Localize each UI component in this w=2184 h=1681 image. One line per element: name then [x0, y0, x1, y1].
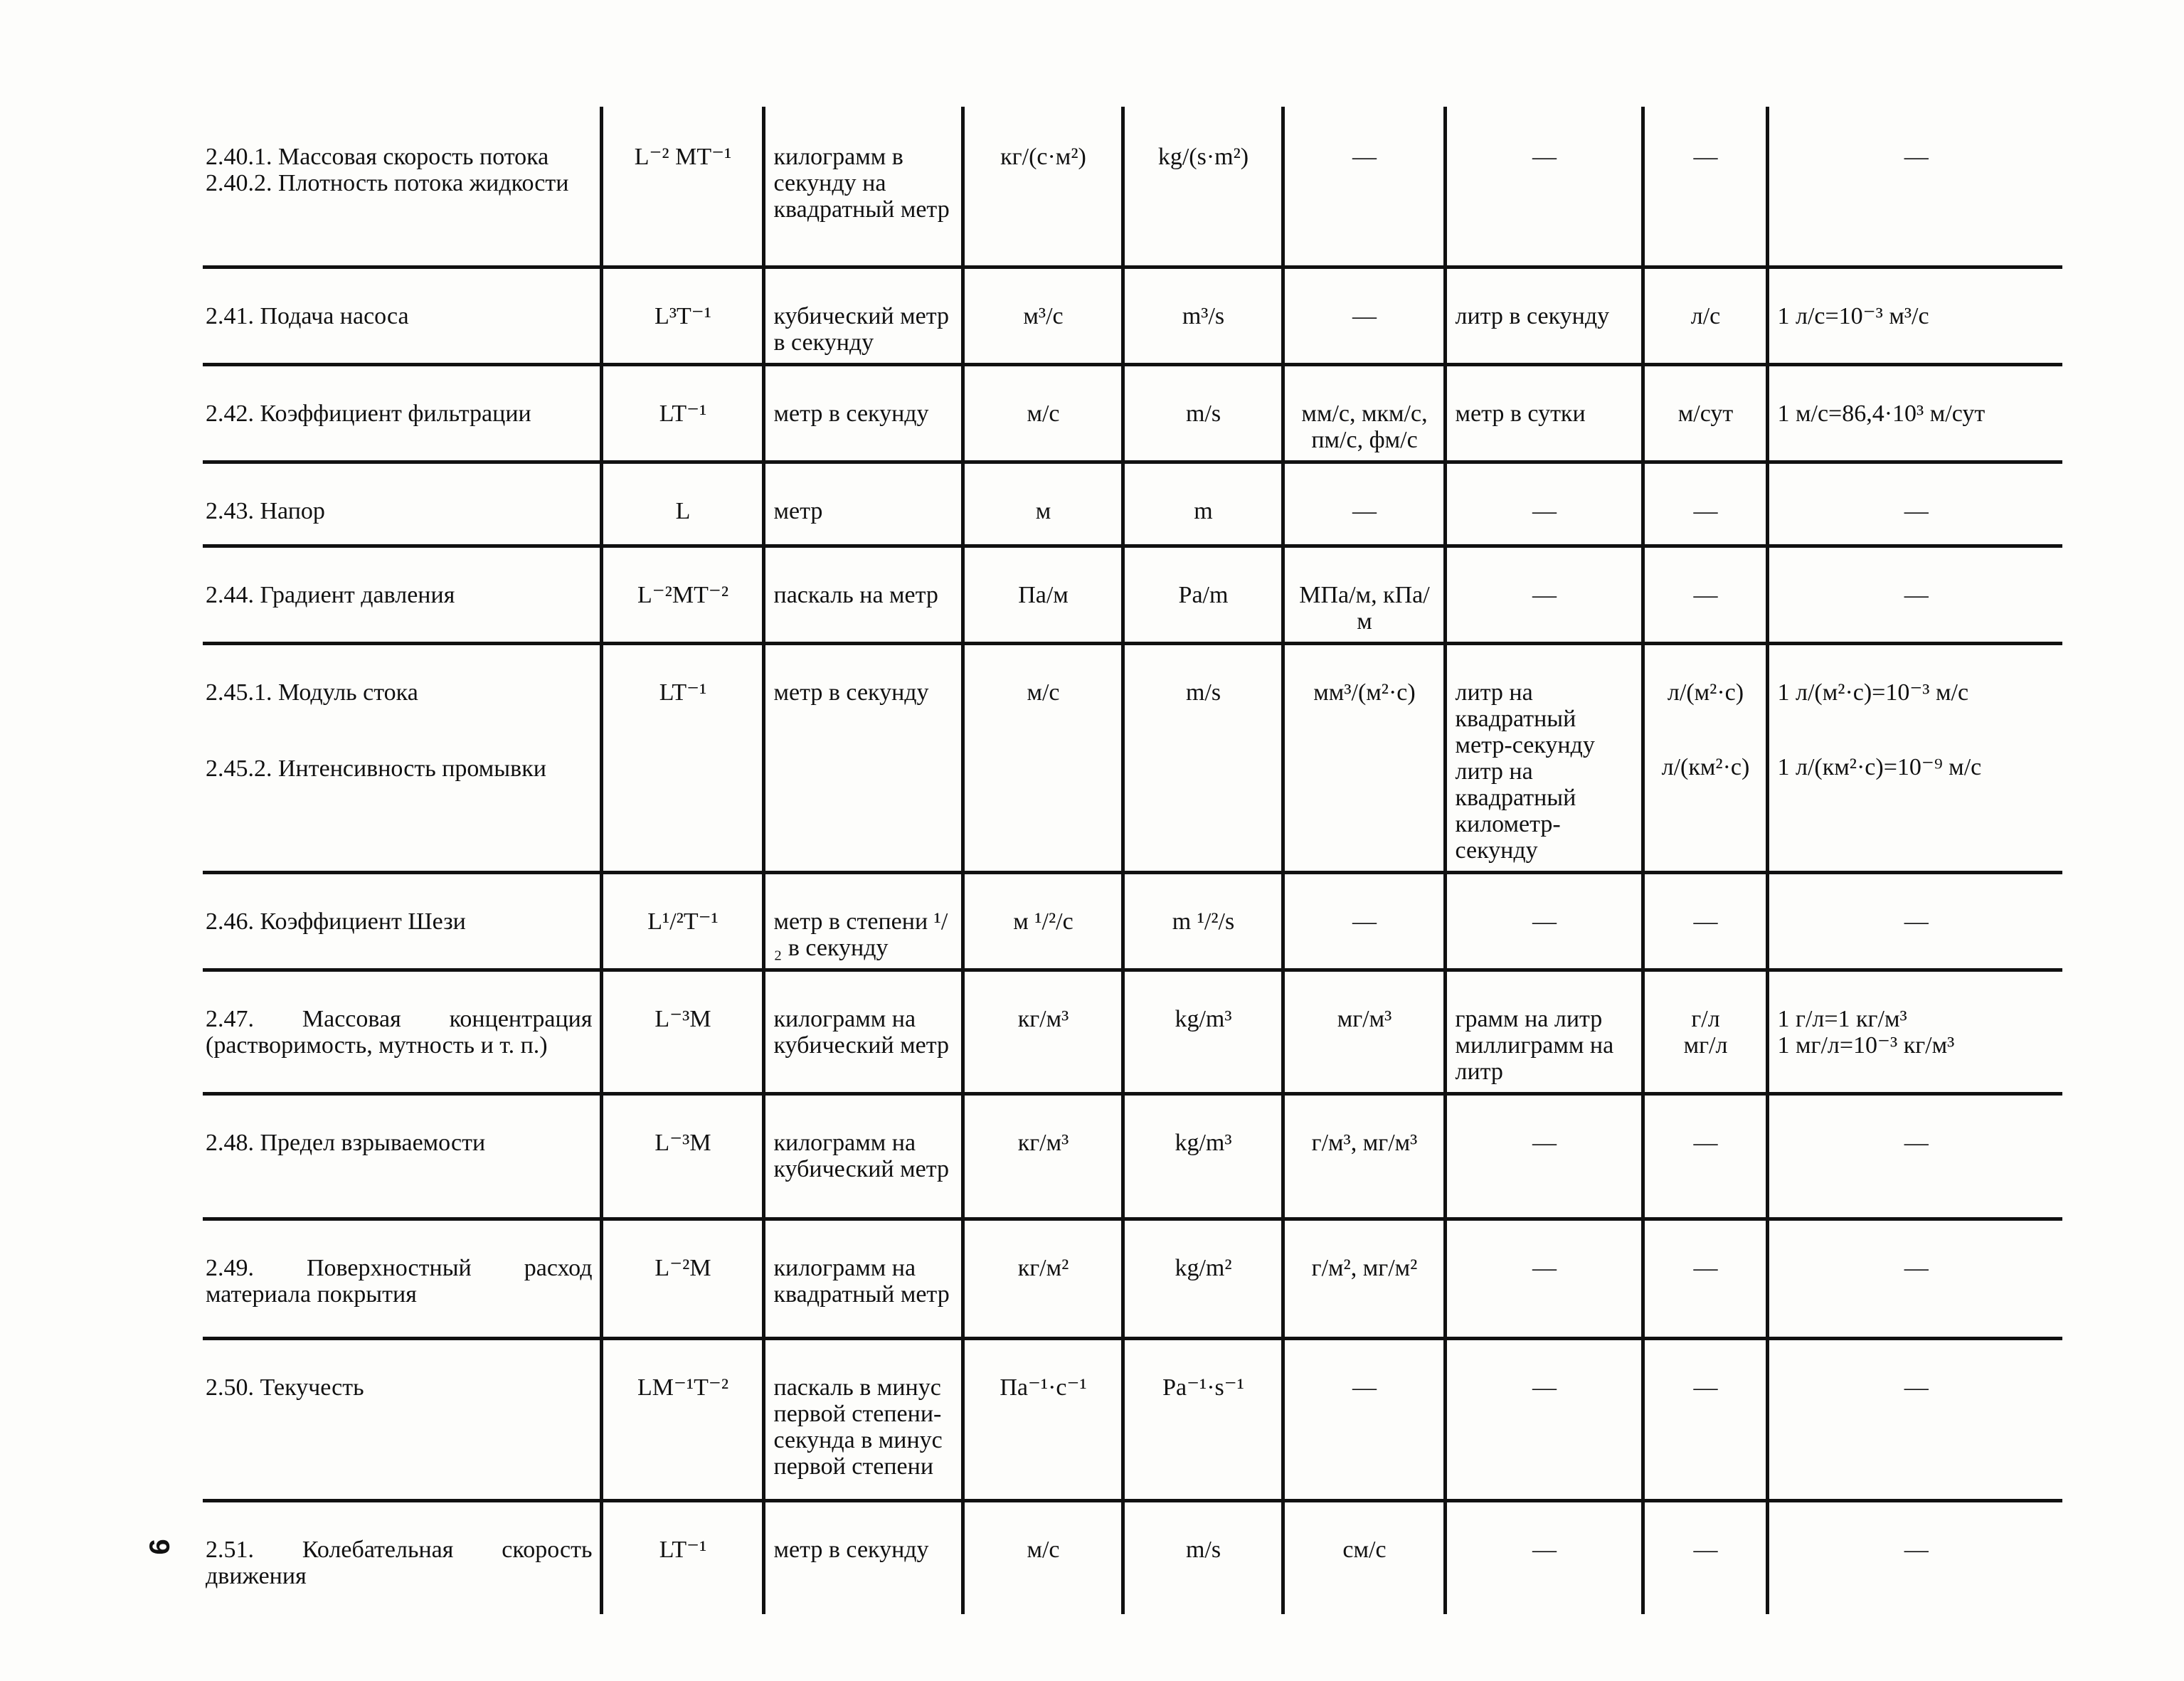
unit-relation: 1 мг/л=10⁻³ кг/м³ — [1777, 1032, 1955, 1059]
unit-name-cell: килограмм на квадратный метр — [763, 1219, 963, 1338]
unit-name-cell: метр в секунду — [763, 1500, 963, 1614]
nonsi-unit-symbol: л/с — [1643, 267, 1767, 364]
multiples-cell: г/м³, мг/м³ — [1283, 1093, 1445, 1219]
quantity-name-cell — [203, 107, 601, 267]
table-row — [203, 872, 2062, 970]
quantity-name-cell — [203, 1219, 601, 1338]
unit-symbol-ru: кг/м³ — [963, 1093, 1123, 1219]
dimension-cell: L⁻² MT⁻¹ — [601, 107, 763, 267]
table-row — [203, 1500, 2062, 1614]
nonsi-unit-name: — — [1445, 1219, 1643, 1338]
nonsi-unit-name: — — [1445, 1338, 1643, 1500]
multiples-cell: — — [1283, 872, 1445, 970]
multiples-cell: — — [1283, 462, 1445, 546]
nonsi-unit-name: литр в секунду — [1445, 267, 1643, 364]
dimension-cell: LT⁻¹ — [601, 643, 763, 872]
unit-name-cell: метр в секунду — [763, 643, 963, 872]
quantity-name: 2.47. Массовая концентрация (растворимость, мутность и т. п.) — [206, 1005, 593, 1059]
dimension-cell: L³T⁻¹ — [601, 267, 763, 364]
table-row — [203, 462, 2062, 546]
unit-relation: 1 л/с=10⁻³ м³/с — [1767, 267, 2062, 364]
unit-symbol-intl: m — [1123, 462, 1283, 546]
dimension-cell: L⁻²MT⁻² — [601, 546, 763, 643]
nonsi-unit-symbol: — — [1643, 1093, 1767, 1219]
quantity-name-cell — [203, 1338, 601, 1500]
nonsi-unit-symbol-cell — [1643, 643, 1767, 872]
quantity-name: 2.45.2. Интенсивность промывки — [206, 755, 546, 782]
unit-relation: 1 м/с=86,4·10³ м/сут — [1767, 364, 2062, 462]
unit-symbol-ru: м — [963, 462, 1123, 546]
unit-symbol-ru: кг/(с·м²) — [963, 107, 1123, 267]
multiples-cell: мм/с, мкм/с, пм/с, фм/с — [1283, 364, 1445, 462]
unit-name-cell: паскаль на метр — [763, 546, 963, 643]
nonsi-unit-name: — — [1445, 1093, 1643, 1219]
nonsi-unit-symbol: л/(км²·с) — [1661, 753, 1750, 780]
table-body — [203, 107, 2062, 1614]
unit-name-cell: метр — [763, 462, 963, 546]
multiples-cell: мм³/(м²·с) — [1283, 643, 1445, 872]
unit-symbol-intl: kg/m³ — [1123, 970, 1283, 1093]
unit-symbol-ru: кг/м² — [963, 1219, 1123, 1338]
unit-relation: — — [1767, 107, 2062, 267]
unit-name-cell: килограмм в секунду на квадратный метр — [763, 107, 963, 267]
nonsi-unit-name: — — [1445, 107, 1643, 267]
unit-relation: 1 л/(км²·с)=10⁻⁹ м/с — [1777, 753, 1982, 780]
multiples-cell: мг/м³ — [1283, 970, 1445, 1093]
nonsi-unit-symbol: — — [1643, 872, 1767, 970]
unit-relation: — — [1767, 1093, 2062, 1219]
nonsi-unit-name: литр на квадратный метр-секунду — [1455, 679, 1595, 758]
multiples-cell: — — [1283, 1338, 1445, 1500]
dimension-cell: L⁻³M — [601, 1093, 763, 1219]
unit-symbol-intl: kg/(s·m²) — [1123, 107, 1283, 267]
quantity-name: 2.43. Напор — [206, 497, 325, 524]
unit-symbol-ru: м ¹/²/с — [963, 872, 1123, 970]
table-row — [203, 107, 2062, 267]
nonsi-unit-name: — — [1445, 462, 1643, 546]
table-row — [203, 970, 2062, 1093]
table-row — [203, 1338, 2062, 1500]
quantity-name: 2.40.2. Плотность потока жидкости — [206, 170, 569, 196]
dimension-cell: L⁻³M — [601, 970, 763, 1093]
unit-symbol-ru: Па⁻¹·с⁻¹ — [963, 1338, 1123, 1500]
nonsi-unit-symbol: — — [1643, 546, 1767, 643]
nonsi-unit-name: — — [1445, 546, 1643, 643]
table-row — [203, 267, 2062, 364]
quantity-name: 2.48. Предел взрываемости — [206, 1129, 486, 1156]
nonsi-unit-symbol: г/л — [1691, 1005, 1720, 1032]
quantity-name: 2.50. Текучесть — [206, 1374, 364, 1401]
table-row — [203, 1093, 2062, 1219]
multiples-cell: см/с — [1283, 1500, 1445, 1614]
nonsi-unit-symbol: м/сут — [1643, 364, 1767, 462]
dimension-cell: L⁻²M — [601, 1219, 763, 1338]
quantity-name: 2.40.1. Массовая скорость потока — [206, 144, 549, 170]
nonsi-unit-symbol: мг/л — [1683, 1032, 1728, 1059]
unit-name-cell: кубический метр в секунду — [763, 267, 963, 364]
unit-symbol-intl: m/s — [1123, 364, 1283, 462]
unit-symbol-intl: m ¹/²/s — [1123, 872, 1283, 970]
quantity-name: 2.51. Колебательная скорость движения — [206, 1536, 593, 1589]
unit-symbol-intl: kg/m² — [1123, 1219, 1283, 1338]
unit-symbol-ru: кг/м³ — [963, 970, 1123, 1093]
nonsi-unit-symbol-cell — [1643, 970, 1767, 1093]
unit-relation-cell — [1767, 643, 2062, 872]
quantity-name: 2.41. Подача насоса — [206, 302, 409, 329]
unit-name-cell: метр в секунду — [763, 364, 963, 462]
dimension-cell: L — [601, 462, 763, 546]
table-row — [203, 1219, 2062, 1338]
multiples-cell: — — [1283, 267, 1445, 364]
quantity-name: 2.49. Поверхностный расход материала покрытия — [206, 1254, 593, 1308]
nonsi-unit-symbol: — — [1643, 1500, 1767, 1614]
units-table — [203, 107, 2062, 1614]
table-row — [203, 364, 2062, 462]
dimension-cell: L¹/²T⁻¹ — [601, 872, 763, 970]
unit-symbol-ru: м/с — [963, 643, 1123, 872]
quantity-name-cell — [203, 267, 601, 364]
unit-name-cell: килограмм на кубический метр — [763, 970, 963, 1093]
unit-relation: — — [1767, 1338, 2062, 1500]
unit-symbol-intl: Pa⁻¹·s⁻¹ — [1123, 1338, 1283, 1500]
unit-relation: 1 л/(м²·с)=10⁻³ м/с — [1777, 679, 1969, 706]
quantity-name-cell — [203, 1093, 601, 1219]
quantity-name-cell — [203, 546, 601, 643]
nonsi-unit-name: миллиграмм на литр — [1455, 1032, 1614, 1085]
nonsi-unit-name: — — [1445, 1500, 1643, 1614]
unit-relation-cell — [1767, 970, 2062, 1093]
unit-symbol-ru: м/с — [963, 364, 1123, 462]
nonsi-unit-symbol: — — [1643, 107, 1767, 267]
unit-relation: — — [1767, 1219, 2062, 1338]
nonsi-unit-symbol: — — [1643, 1219, 1767, 1338]
unit-name-cell: паскаль в минус первой степени-секунда в минус первой степени — [763, 1338, 963, 1500]
unit-symbol-ru: м³/с — [963, 267, 1123, 364]
nonsi-unit-name: литр на квадратный километр-секунду — [1455, 758, 1576, 864]
quantity-name-cell — [203, 1500, 601, 1614]
unit-relation: — — [1767, 546, 2062, 643]
multiples-cell: — — [1283, 107, 1445, 267]
multiples-cell: МПа/м, кПа/м — [1283, 546, 1445, 643]
quantity-name-cell — [203, 462, 601, 546]
table-row — [203, 643, 2062, 872]
dimension-cell: LM⁻¹T⁻² — [601, 1338, 763, 1500]
unit-symbol-intl: m/s — [1123, 643, 1283, 872]
nonsi-unit-name: — — [1445, 872, 1643, 970]
unit-symbol-intl: m³/s — [1123, 267, 1283, 364]
quantity-name-cell — [203, 970, 601, 1093]
unit-symbol-ru: м/с — [963, 1500, 1123, 1614]
unit-relation: — — [1767, 1500, 2062, 1614]
unit-relation: — — [1767, 462, 2062, 546]
unit-name-cell: килограмм на кубический метр — [763, 1093, 963, 1219]
nonsi-unit-name: метр в сутки — [1445, 364, 1643, 462]
nonsi-unit-name-cell — [1445, 970, 1643, 1093]
unit-symbol-intl: Pa/m — [1123, 546, 1283, 643]
nonsi-unit-name: грамм на литр — [1455, 1005, 1603, 1032]
nonsi-unit-symbol: — — [1643, 462, 1767, 546]
nonsi-unit-name-cell — [1445, 643, 1643, 872]
dimension-cell: LT⁻¹ — [601, 1500, 763, 1614]
unit-symbol-ru: Па/м — [963, 546, 1123, 643]
quantity-name-cell — [203, 872, 601, 970]
quantity-name-cell — [203, 364, 601, 462]
nonsi-unit-symbol: — — [1643, 1338, 1767, 1500]
quantity-name-cell — [203, 643, 601, 872]
page-number: 9 — [143, 1539, 175, 1555]
unit-symbol-intl: m/s — [1123, 1500, 1283, 1614]
quantity-name: 2.45.1. Модуль стока — [206, 679, 418, 706]
unit-name-cell: метр в степени ¹/₂ в секунду — [763, 872, 963, 970]
table-row — [203, 546, 2062, 643]
quantity-name: 2.46. Коэффициент Шези — [206, 908, 466, 935]
dimension-cell: LT⁻¹ — [601, 364, 763, 462]
nonsi-unit-symbol: л/(м²·с) — [1667, 679, 1744, 706]
multiples-cell: г/м², мг/м² — [1283, 1219, 1445, 1338]
unit-relation: 1 г/л=1 кг/м³ — [1777, 1005, 1907, 1032]
quantity-name: 2.44. Градиент давления — [206, 581, 455, 608]
quantity-name: 2.42. Коэффициент фильтрации — [206, 400, 531, 427]
unit-relation: — — [1767, 872, 2062, 970]
unit-symbol-intl: kg/m³ — [1123, 1093, 1283, 1219]
